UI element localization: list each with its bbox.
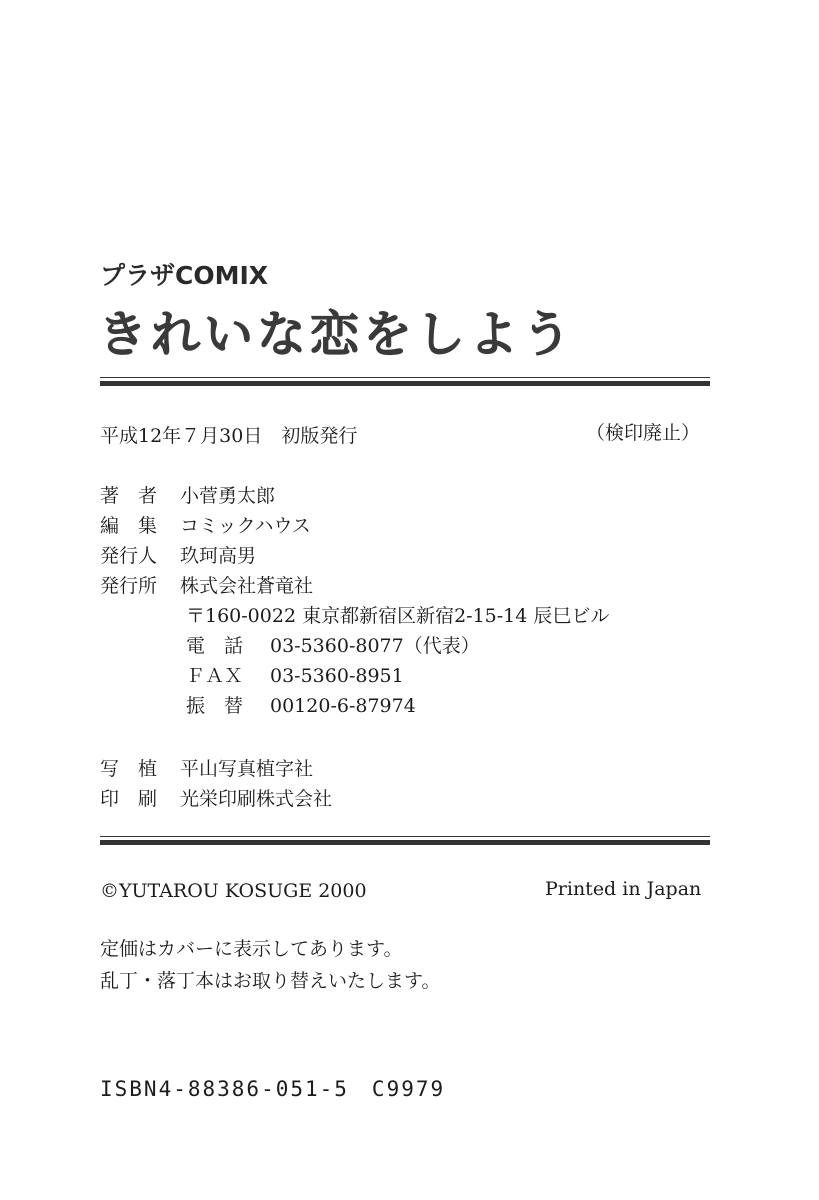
production-value: 平山写真植字社 <box>180 758 314 780</box>
seal-note: （検印廃止） <box>586 422 701 444</box>
credit-label: 編 集 <box>100 515 158 537</box>
production-label: 印 刷 <box>100 788 158 810</box>
credit-publisher-person <box>100 547 256 566</box>
series-name: プラザCOMIX <box>100 261 269 290</box>
credit-editor <box>100 517 311 536</box>
note-replacement: 乱丁・落丁本はお取り替えいたします。 <box>100 970 441 992</box>
credit-value: コミックハウス <box>180 515 311 537</box>
bottom-divider <box>100 836 710 845</box>
credit-value: 小菅勇太郎 <box>180 485 276 507</box>
printed-in: Printed in Japan <box>545 878 702 900</box>
publication-date: 平成12年７月30日 初版発行 <box>100 425 358 447</box>
production-value: 光栄印刷株式会社 <box>180 788 333 810</box>
publisher-address: 〒160-0022 東京都新宿区新宿2-15-14 辰巳ビル <box>186 605 610 627</box>
copyright: ©YUTAROU KOSUGE 2000 <box>100 880 367 902</box>
credit-value: 玖珂高男 <box>180 545 257 567</box>
transfer-label: 振 替 <box>186 695 244 717</box>
credit-label: 発行人 <box>100 545 158 567</box>
credit-value: 株式会社蒼竜社 <box>180 575 314 597</box>
publisher-transfer <box>186 697 416 716</box>
book-title: きれいな恋をしよう <box>98 306 576 363</box>
transfer-value: 00120-6-87974 <box>270 695 416 717</box>
credit-publisher <box>100 577 313 596</box>
fax-value: 03-5360-8951 <box>270 665 404 687</box>
phone-label: 電 話 <box>186 635 244 657</box>
credit-label: 発行所 <box>100 575 158 597</box>
phone-value: 03-5360-8077（代表） <box>270 635 480 657</box>
note-price: 定価はカバーに表示してあります。 <box>100 938 403 960</box>
isbn: ISBN4-88386-051-5 C9979 <box>100 1077 446 1101</box>
credit-author <box>100 487 275 506</box>
publisher-fax <box>186 667 404 686</box>
credit-label: 著 者 <box>100 485 158 507</box>
top-divider <box>100 377 710 386</box>
production-label: 写 植 <box>100 758 158 780</box>
production-printing <box>100 790 332 809</box>
production-typesetting <box>100 760 313 779</box>
fax-label: ＦＡＸ <box>186 665 244 687</box>
publisher-phone <box>186 637 480 656</box>
